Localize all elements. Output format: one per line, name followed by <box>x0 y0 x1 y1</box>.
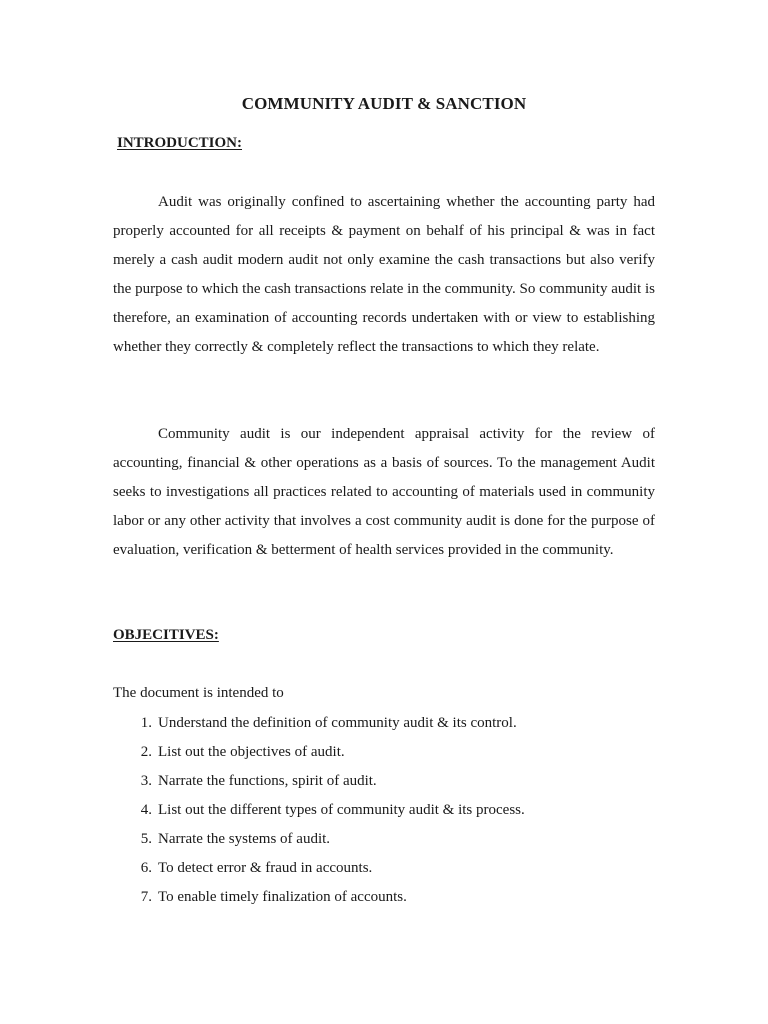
list-item-text: List out the different types of community audit & its process. <box>158 802 525 818</box>
introduction-paragraph-2: Community audit is our independent appraisal activity for the review of accounting, financial & other operations as a basis of sources. To the management Audit seeks to investigations all practices related to accounting of materials used in community labor or any other activity that involves a cost community audit is done for the purpose of evaluation, verification & betterment of health services provided in the community. <box>113 426 655 558</box>
list-item-text: To detect error & fraud in accounts. <box>158 860 373 876</box>
list-item-text: Narrate the systems of audit. <box>158 831 331 847</box>
list-item-number: 4. <box>140 802 152 818</box>
list-item-number: 7. <box>140 889 152 905</box>
list-item-text: Understand the definition of community audit & its control. <box>158 715 517 731</box>
list-item <box>113 854 525 883</box>
objectives-heading: OBJECITIVES: <box>113 627 219 643</box>
list-item-text: To enable timely finalization of accounts. <box>158 889 407 905</box>
document-title: COMMUNITY AUDIT & SANCTION <box>241 94 527 113</box>
list-item-number: 6. <box>140 860 152 876</box>
objectives-list <box>113 709 525 912</box>
list-item-number: 3. <box>140 773 152 789</box>
list-item <box>113 796 525 825</box>
list-item <box>113 767 525 796</box>
list-item <box>113 883 525 912</box>
list-item <box>113 825 525 854</box>
objectives-lead: The document is intended to <box>113 685 284 701</box>
introduction-heading: INTRODUCTION: <box>117 135 243 151</box>
list-item <box>113 738 525 767</box>
list-item <box>113 709 525 738</box>
list-item-number: 5. <box>140 831 152 847</box>
list-item-text: List out the objectives of audit. <box>158 744 345 760</box>
introduction-paragraph-1: Audit was originally confined to ascertaining whether the accounting party had properly accounted for all receipts & payment on behalf of his principal & was in fact merely a cash audit modern audit not only examine the cash transactions but also verify the purpose to which the cash transactions relate in the community. So community audit is therefore, an examination of accounting records undertaken with or view to establishing whether they correctly & completely reflect the transactions to which they relate. <box>113 194 655 355</box>
list-item-text: Narrate the functions, spirit of audit. <box>158 773 377 789</box>
list-item-number: 1. <box>140 715 152 731</box>
list-item-number: 2. <box>140 744 152 760</box>
